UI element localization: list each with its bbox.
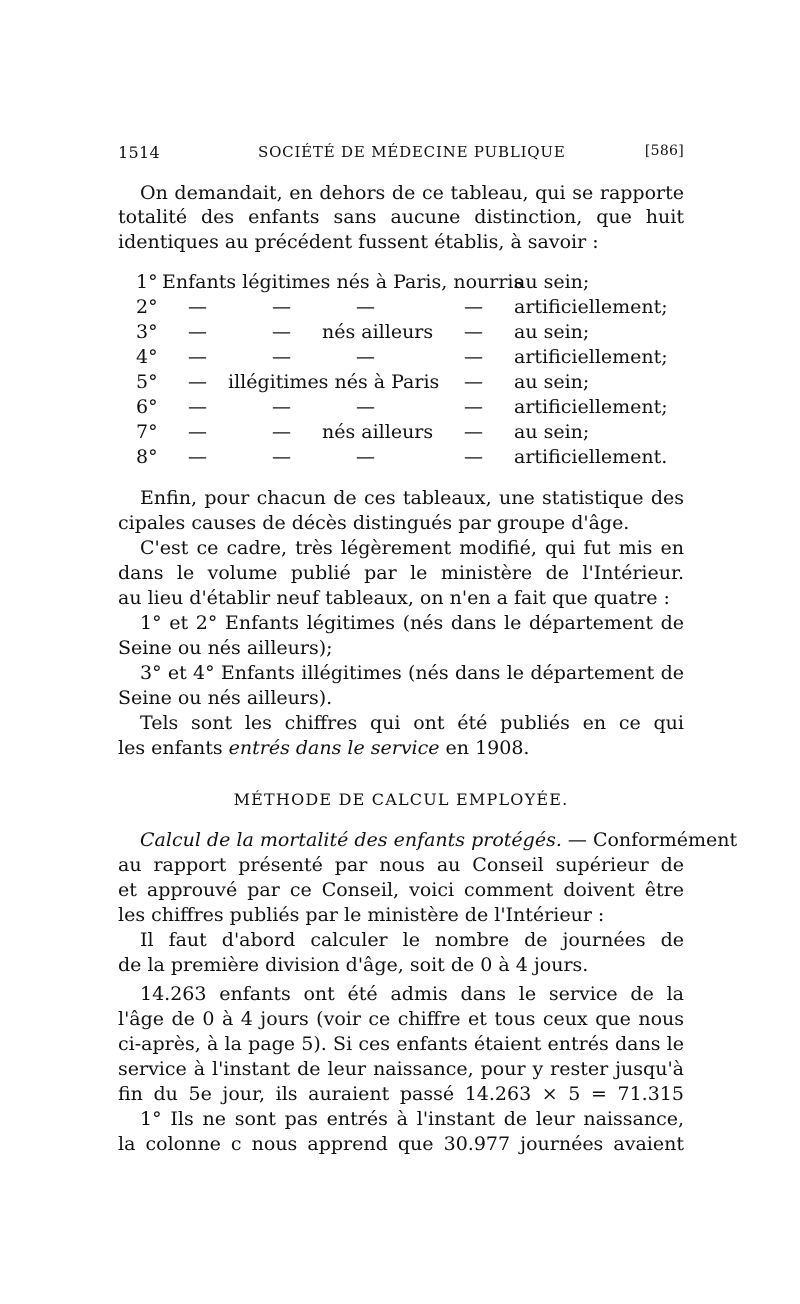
table-row bbox=[136, 346, 676, 368]
row-number: 8° bbox=[136, 446, 158, 468]
ditto-mark: — bbox=[464, 421, 483, 443]
row-mode: au sein; bbox=[514, 421, 590, 443]
ditto-mark: — bbox=[188, 346, 207, 368]
table-row bbox=[136, 321, 676, 343]
row-number: 6° bbox=[136, 396, 158, 418]
row-mode: artificiellement; bbox=[514, 346, 668, 368]
page-number: 1514 bbox=[118, 143, 160, 162]
text-line: dans le volume publié par le ministère de l'Intérieur. bbox=[118, 562, 684, 584]
row-mode: au sein; bbox=[514, 271, 590, 293]
text-line: l'âge de 0 à 4 jours (voir ce chiffre et tous ceux que nous bbox=[118, 1008, 684, 1030]
text-line: au rapport présenté par nous au Conseil supérieur de bbox=[118, 854, 684, 876]
text-line bbox=[140, 829, 738, 851]
text-line: la colonne c nous apprend que 30.977 journées avaient bbox=[118, 1133, 684, 1155]
row-number: 7° bbox=[136, 421, 158, 443]
text-line: Seine ou nés ailleurs). bbox=[118, 687, 333, 709]
page-reference: [586] bbox=[644, 143, 684, 159]
text-run: les enfants bbox=[118, 737, 229, 759]
text-line: service à l'instant de leur naissance, pour y rester jusqu'à bbox=[118, 1058, 684, 1080]
text-line: On demandait, en dehors de ce tableau, qui se rapporte bbox=[140, 182, 684, 204]
italic-run: entrés dans le service bbox=[228, 737, 440, 759]
ditto-mark: — bbox=[272, 396, 291, 418]
row-mode: artificiellement; bbox=[514, 296, 668, 318]
row-mode: au sein; bbox=[514, 371, 590, 393]
text-line: les chiffres publiés par le ministère de l'Intérieur : bbox=[118, 904, 605, 926]
text-line: identiques au précédent fussent établis, à savoir : bbox=[118, 231, 599, 253]
ditto-mark: — bbox=[272, 296, 291, 318]
ditto-mark: — bbox=[188, 371, 207, 393]
row-mode: artificiellement; bbox=[514, 396, 668, 418]
text-line bbox=[118, 737, 684, 759]
text-line: 3° et 4° Enfants illégitimes (nés dans le département de bbox=[140, 662, 684, 684]
ditto-mark: — bbox=[464, 446, 483, 468]
row-number: 3° bbox=[136, 321, 158, 343]
ditto-mark: — bbox=[188, 396, 207, 418]
ditto-mark: — bbox=[356, 446, 375, 468]
row-description: Enfants légitimes nés à Paris, nourris bbox=[162, 271, 524, 293]
ditto-mark: — bbox=[272, 346, 291, 368]
table-row bbox=[136, 421, 676, 443]
ditto-mark: — bbox=[188, 321, 207, 343]
ditto-mark: — bbox=[464, 346, 483, 368]
ditto-mark: — bbox=[272, 421, 291, 443]
section-title: MÉTHODE DE CALCUL EMPLOYÉE. bbox=[233, 790, 569, 809]
ditto-mark: — bbox=[464, 296, 483, 318]
text-line: 14.263 enfants ont été admis dans le service de la bbox=[140, 983, 684, 1005]
row-number: 5° bbox=[136, 371, 158, 393]
ditto-mark: — bbox=[188, 296, 207, 318]
text-line: ci-après, à la page 5). Si ces enfants étaient entrés dans le bbox=[118, 1033, 684, 1055]
row-mode: au sein; bbox=[514, 321, 590, 343]
running-title: SOCIÉTÉ DE MÉDECINE PUBLIQUE bbox=[258, 143, 566, 161]
text-line: au lieu d'établir neuf tableaux, on n'en a fait que quatre : bbox=[118, 587, 670, 609]
ditto-mark: — bbox=[188, 446, 207, 468]
text-run: — Conformément bbox=[561, 829, 738, 851]
ditto-mark: — bbox=[464, 371, 483, 393]
table-row bbox=[136, 396, 676, 418]
row-mode: artificiellement. bbox=[514, 446, 668, 468]
ditto-mark: — bbox=[464, 396, 483, 418]
text-line: cipales causes de décès distingués par groupe d'âge. bbox=[118, 512, 630, 534]
text-line: fin du 5e jour, ils auraient passé 14.263 × 5 = 71.315 bbox=[118, 1083, 684, 1105]
row-number: 1° bbox=[136, 271, 158, 293]
table-row bbox=[136, 271, 676, 293]
text-line: Tels sont les chiffres qui ont été publiés en ce qui bbox=[140, 712, 684, 734]
italic-run: Calcul de la mortalité des enfants protégés. bbox=[140, 829, 562, 851]
row-number: 4° bbox=[136, 346, 158, 368]
ditto-mark: — bbox=[272, 446, 291, 468]
ditto-mark: — bbox=[356, 396, 375, 418]
text-line: Il faut d'abord calculer le nombre de journées de bbox=[140, 929, 684, 951]
text-line: de la première division d'âge, soit de 0 à 4 jours. bbox=[118, 954, 589, 976]
text-run: en 1908. bbox=[439, 737, 530, 759]
table-row bbox=[136, 371, 676, 393]
ditto-mark: — bbox=[356, 346, 375, 368]
table-row bbox=[136, 296, 676, 318]
row-birthplace: nés ailleurs bbox=[322, 321, 434, 343]
running-header bbox=[118, 143, 684, 167]
text-line: 1° Ils ne sont pas entrés à l'instant de leur naissance, bbox=[140, 1108, 684, 1130]
ditto-mark: — bbox=[188, 421, 207, 443]
table-row bbox=[136, 446, 676, 468]
text-line: et approuvé par ce Conseil, voici comment doivent être bbox=[118, 879, 684, 901]
ditto-mark: — bbox=[356, 296, 375, 318]
text-line: Seine ou nés ailleurs); bbox=[118, 637, 333, 659]
ditto-mark: — bbox=[272, 321, 291, 343]
text-line: C'est ce cadre, très légèrement modifié, qui fut mis en bbox=[140, 537, 684, 559]
text-line: Enfin, pour chacun de ces tableaux, une statistique des bbox=[140, 487, 684, 509]
text-line: 1° et 2° Enfants légitimes (nés dans le département de bbox=[140, 612, 684, 634]
row-birthplace: nés ailleurs bbox=[322, 421, 434, 443]
row-legitimacy: illégitimes nés à Paris bbox=[228, 371, 440, 393]
text-line: totalité des enfants sans aucune distinction, que huit bbox=[118, 206, 684, 228]
row-number: 2° bbox=[136, 296, 158, 318]
ditto-mark: — bbox=[464, 321, 483, 343]
